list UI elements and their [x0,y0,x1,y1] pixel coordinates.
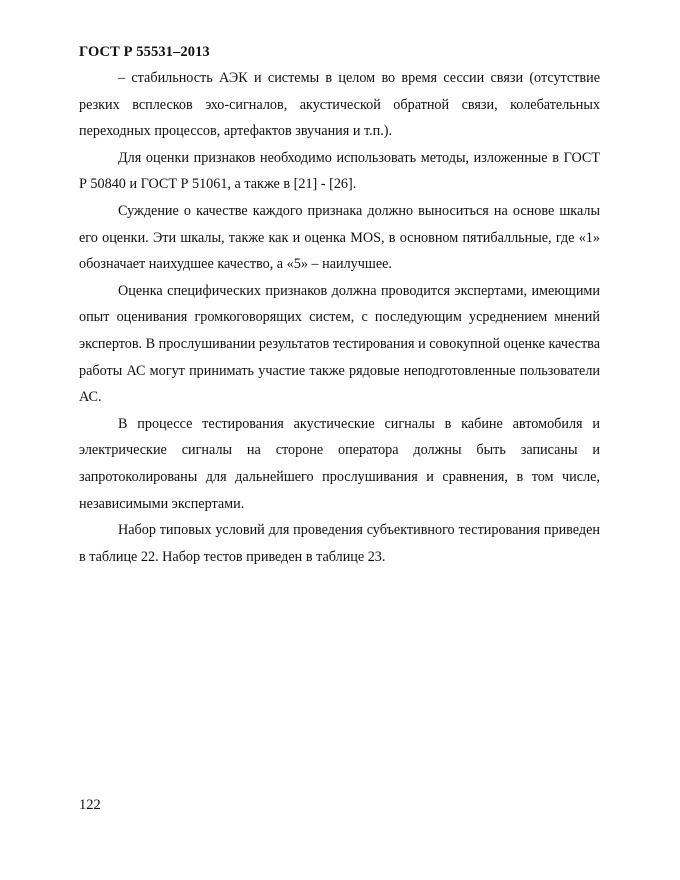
paragraph-test-conditions: Набор типовых условий для проведения субъективного тестирования приведен в таблице 22. Набор тестов приведен в таблице 23. [79,522,600,565]
paragraph-signal-recording: В процессе тестирования акустические сигналы в кабине автомобиля и электрические сигналы на стороне оператора должны быть записаны и запротоколированы для дальнейшего прослушивания и сравнения, в том числе, независимыми экспертами. [79,415,600,512]
page-number: 122 [79,797,101,813]
paragraph-expert-evaluation: Оценка специфических признаков должна проводится экспертами, имеющими опыт оценивания громкоговорящих систем, с последующим усреднением мнений экспертов. В прослушивании результатов тестирования и совокупной оценке качества работы АС могут принимать участие также рядовые неподготовленные пользователи АС. [79,282,600,406]
document-header: ГОСТ Р 55531–2013 [79,44,210,60]
document-body [79,65,600,570]
paragraph-stability-criterion: – стабильность АЭК и системы в целом во время сессии связи (отсутствие резких всплесков эхо-сигналов, акустической обратной связи, колебательных переходных процессов, артефактов звучания и т.п.). [79,70,600,140]
paragraph-rating-scale: Суждение о качестве каждого признака должно выноситься на основе шкалы его оценки. Эти шкалы, также как и оценка MOS, в основном пятибалльные, где «1» обозначает наихудшее качество, а «5» – наилучшее. [79,202,600,273]
paragraph-assessment-methods: Для оценки признаков необходимо использовать методы, изложенные в ГОСТ Р 50840 и ГОСТ Р 51061, а также в [21] - [26]. [79,149,600,193]
